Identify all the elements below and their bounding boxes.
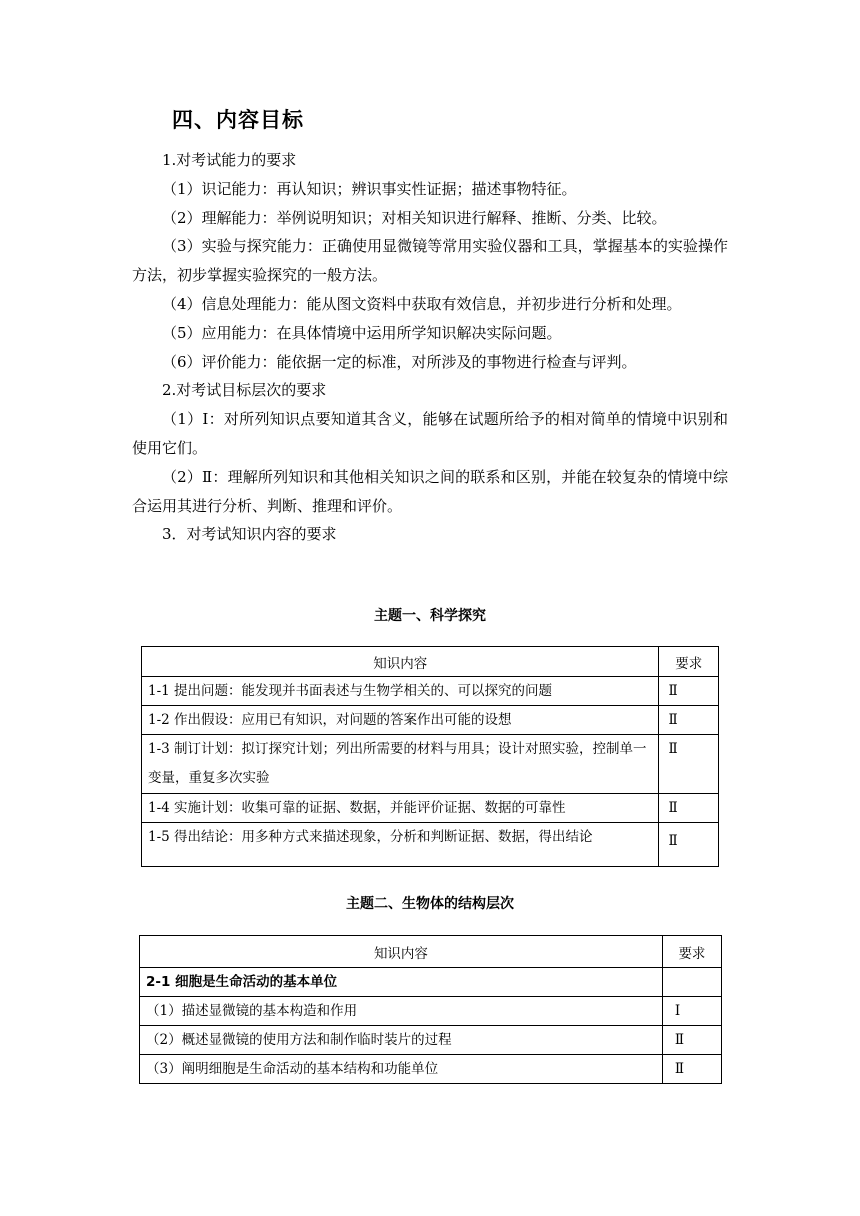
- topic1-table: [141, 646, 719, 867]
- paragraph: （6）评价能力：能依据一定的标准，对所涉及的事物进行检查与评判。: [162, 352, 637, 371]
- header-requirement: 要求: [659, 647, 719, 677]
- row-requirement: Ⅰ: [662, 997, 721, 1026]
- header-content: 知识内容: [142, 647, 659, 677]
- paragraph-heading-1: 1.对考试能力的要求: [162, 151, 297, 169]
- table-row: [140, 1026, 722, 1055]
- row-requirement: Ⅱ: [659, 823, 719, 867]
- row-requirement: Ⅱ: [659, 735, 719, 794]
- table-row: [140, 1055, 722, 1084]
- row-content: （1）描述显微镜的基本构造和作用: [140, 997, 663, 1026]
- paragraph: （3）实验与探究能力：正确使用显微镜等常用实验仪器和工具，掌握基本的实验操作方法，初步掌握实验探究的一般方法。: [132, 237, 728, 285]
- row-requirement: Ⅱ: [659, 794, 719, 823]
- paragraph: （5）应用能力：在具体情境中运用所学知识解决实际问题。: [162, 323, 562, 342]
- paragraph: （1）Ⅰ：对所列知识点要知道其含义，能够在试题所给予的相对简单的情境中识别和使用它们。: [132, 410, 728, 457]
- topic2-title: 主题二、生物体的结构层次: [346, 896, 514, 912]
- row-content: （2）概述显微镜的使用方法和制作临时装片的过程: [140, 1026, 663, 1055]
- table-row: [142, 706, 719, 735]
- row-content: 1-2 作出假设：应用已有知识，对问题的答案作出可能的设想: [142, 706, 659, 735]
- table-header-row: [142, 647, 719, 677]
- table-row: [142, 794, 719, 823]
- table-header-row: [140, 936, 722, 968]
- paragraph-heading-3: 3．对考试知识内容的要求: [162, 525, 337, 544]
- table-group-row: [140, 968, 722, 997]
- row-content: 1-3 制订计划：拟订探究计划；列出所需要的材料与用具；设计对照实验，控制单一变量，重复多次实验: [142, 735, 659, 794]
- paragraph: （2）理解能力：举例说明知识；对相关知识进行解释、推断、分类、比较。: [162, 208, 667, 227]
- section-title: 四、内容目标: [172, 108, 304, 132]
- paragraph: （4）信息处理能力：能从图文资料中获取有效信息，并初步进行分析和处理。: [162, 294, 682, 313]
- topic1-title: 主题一、科学探究: [374, 608, 486, 624]
- table-row: [142, 823, 719, 867]
- content-body: [132, 146, 728, 549]
- row-content: 1-4 实施计划：收集可靠的证据、数据，并能评价证据、数据的可靠性: [142, 794, 659, 823]
- row-requirement: Ⅱ: [659, 706, 719, 735]
- table-row: [140, 997, 722, 1026]
- paragraph: （2）Ⅱ：理解所列知识和其他相关知识之间的联系和区别，并能在较复杂的情境中综合运用其进行分析、判断、推理和评价。: [132, 467, 728, 515]
- topic2-table: [139, 935, 722, 1084]
- table-row: [142, 677, 719, 706]
- row-requirement: Ⅱ: [662, 1026, 721, 1055]
- row-requirement: Ⅱ: [659, 677, 719, 706]
- table-row: [142, 735, 719, 794]
- group-label: 2-1 细胞是生命活动的基本单位: [140, 968, 663, 997]
- header-content: 知识内容: [140, 936, 663, 968]
- row-content: 1-1 提出问题：能发现并书面表述与生物学相关的、可以探究的问题: [142, 677, 659, 706]
- row-content: 1-5 得出结论：用多种方式来描述现象，分析和判断证据、数据，得出结论: [142, 823, 659, 867]
- row-content: （3）阐明细胞是生命活动的基本结构和功能单位: [140, 1055, 663, 1084]
- group-requirement: [662, 968, 721, 997]
- paragraph: （1）识记能力：再认知识；辨识事实性证据；描述事物特征。: [162, 179, 577, 198]
- header-requirement: 要求: [662, 936, 721, 968]
- row-requirement: Ⅱ: [662, 1055, 721, 1084]
- paragraph-heading-2: 2.对考试目标层次的要求: [162, 381, 327, 400]
